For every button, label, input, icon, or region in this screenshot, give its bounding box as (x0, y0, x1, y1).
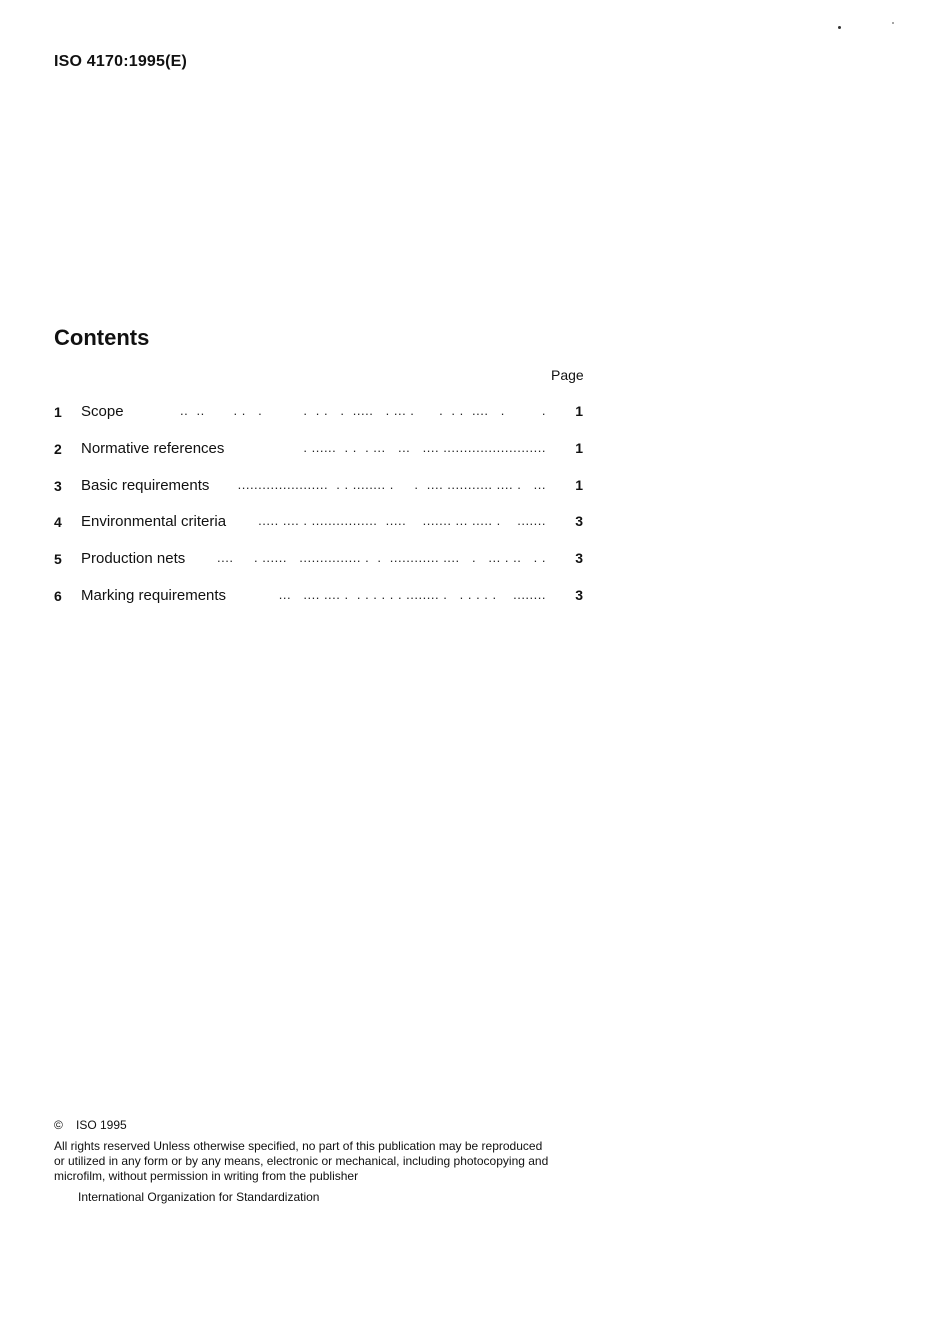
toc-entry-scope[interactable] (54, 400, 586, 437)
toc-dot-leader: ...................... . . ........ . . .... ........... .... . ... (237, 476, 546, 492)
toc-entry-production-nets[interactable] (54, 547, 586, 584)
toc-entry-page: 3 (575, 586, 583, 603)
toc-dot-leader: .. .. . . . . . . . ..... . ... . . . . .... . . (180, 403, 546, 418)
copyright-symbol-icon: © (54, 1118, 63, 1132)
toc-dot-leader: .... . ...... ............... . . ............ .... . ... . .. . . (217, 550, 546, 566)
document-identifier: ISO 4170:1995(E) (54, 53, 188, 70)
toc-entry-basic-requirements[interactable] (54, 474, 586, 511)
toc-entry-title: Normative references (81, 439, 225, 457)
toc-entry-marking-requirements[interactable] (54, 584, 586, 621)
toc-entry-normative-references[interactable] (54, 437, 586, 474)
toc-entry-page: 1 (575, 476, 583, 493)
toc-dot-leader: ... .... .... . . . . . . . ........ . . . . . . ........ (278, 586, 546, 602)
toc-entry-title: Scope (81, 403, 124, 420)
toc-entry-title: Marking requirements (81, 586, 227, 604)
toc-entry-number: 1 (54, 404, 62, 420)
rights-notice-line: microfilm, without permission in writing from the publisher (54, 1169, 359, 1183)
toc-entry-environmental-criteria[interactable] (54, 510, 586, 547)
toc-entry-page: 3 (575, 550, 583, 567)
toc-dot-leader: . ...... . . . ... ... .... ......................... (303, 439, 546, 455)
table-of-contents (54, 400, 586, 621)
toc-entry-number: 6 (54, 587, 62, 604)
toc-entry-number: 4 (54, 514, 62, 531)
copyright-notice (54, 1118, 594, 1205)
rights-notice-line: or utilized in any form or by any means, electronic or mechanical, including photocopying and (54, 1154, 549, 1168)
copyright-line (54, 1118, 594, 1133)
organization-name: International Organization for Standardization (78, 1190, 320, 1204)
toc-entry-number: 3 (54, 477, 62, 494)
copyright-holder-year: ISO 1995 (76, 1118, 127, 1132)
toc-entry-title: Basic requirements (81, 476, 210, 494)
toc-entry-page: 1 (575, 439, 583, 456)
toc-entry-number: 2 (54, 440, 62, 457)
rights-notice-line: All rights reserved Unless otherwise specified, no part of this publication may be reproduced (54, 1139, 543, 1153)
contents-heading: Contents (54, 325, 150, 350)
page-column-label: Page (551, 367, 584, 383)
toc-entry-number: 5 (54, 551, 62, 568)
toc-entry-page: 1 (575, 403, 583, 419)
toc-entry-title: Production nets (81, 550, 186, 568)
toc-entry-page: 3 (575, 513, 583, 530)
toc-entry-title: Environmental criteria (81, 513, 227, 531)
scan-speck (838, 26, 841, 29)
toc-dot-leader: ..... .... . ................ ..... ....... ... ..... . ....... (258, 513, 546, 529)
scan-speck (892, 22, 894, 24)
